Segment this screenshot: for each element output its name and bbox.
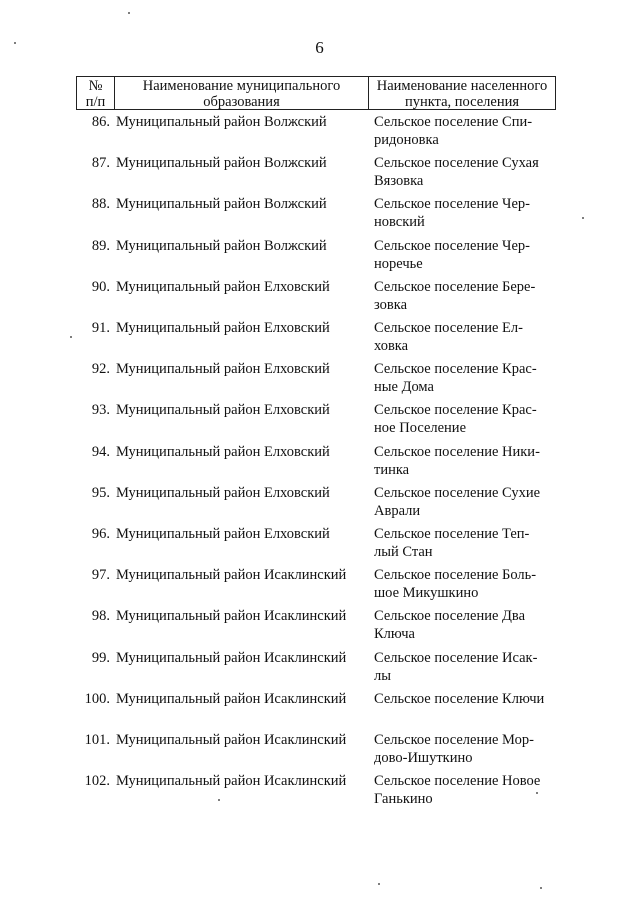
- table-header: [76, 76, 556, 110]
- row-settlement: [374, 525, 559, 561]
- header-municipality-line2: образования: [203, 94, 280, 110]
- row-settlement-line1: Сельское поселение Ел-: [374, 320, 523, 336]
- row-number: 95.: [91, 484, 110, 501]
- header-settlement-line1: Наименование населенного: [376, 78, 548, 94]
- row-settlement-line1: Сельское поселение Чер-: [374, 196, 530, 213]
- row-settlement-line1: Сельское поселение Сухие: [374, 484, 541, 501]
- row-settlement-line1: Сельское поселение Новое: [374, 773, 541, 790]
- header-settlement-column: [369, 77, 555, 109]
- row-settlement-line1: Сельское поселение Спи-: [374, 114, 533, 130]
- row-settlement-line2: зовка: [374, 296, 408, 313]
- row-settlement: [374, 195, 559, 231]
- row-settlement-line2: Ганькино: [374, 791, 433, 808]
- row-number: 97.: [91, 567, 110, 584]
- row-settlement-line2: Ключа: [374, 626, 415, 643]
- row-municipality: Муниципальный район Елховский: [116, 484, 330, 501]
- row-settlement-line2: ридоновка: [374, 132, 439, 148]
- row-settlement-line2: лы: [374, 667, 391, 684]
- row-number: 93.: [91, 402, 110, 419]
- header-municipality-line1: Наименование муниципального: [142, 78, 341, 94]
- row-settlement-line2: дово-Ишуткино: [374, 750, 473, 766]
- scan-speck: [540, 887, 542, 889]
- row-settlement: [374, 360, 559, 396]
- row-municipality: Муниципальный район Исаклинский: [116, 649, 347, 666]
- row-number: 102.: [84, 773, 110, 790]
- row-settlement-line1: Сельское поселение Крас-: [374, 361, 537, 378]
- row-settlement-line1: Сельское поселение Ключи: [374, 690, 545, 707]
- row-settlement: [374, 731, 559, 767]
- row-municipality: Муниципальный район Исаклинский: [116, 690, 347, 707]
- row-settlement-line1: Сельское поселение Бере-: [374, 278, 536, 295]
- row-number: 87.: [91, 155, 110, 172]
- row-settlement-line2: ное Поселение: [374, 420, 467, 437]
- row-settlement: [374, 154, 559, 190]
- row-settlement: [374, 113, 559, 149]
- row-number: 89.: [91, 237, 110, 254]
- row-settlement-line2: тинка: [374, 461, 410, 478]
- row-municipality: Муниципальный район Елховский: [116, 443, 330, 460]
- row-settlement: [374, 278, 559, 314]
- row-number: 100.: [84, 690, 110, 707]
- row-number: 90.: [91, 278, 110, 295]
- row-number: 99.: [91, 649, 110, 666]
- header-settlement-line2: пункта, поселения: [404, 94, 520, 110]
- row-settlement: [374, 484, 559, 520]
- row-settlement-line2: Аврали: [374, 502, 421, 519]
- row-settlement-line1: Сельское поселение Теп-: [374, 526, 530, 542]
- row-number: 101.: [84, 732, 110, 748]
- row-settlement-line1: Сельское поселение Боль-: [374, 567, 537, 584]
- row-municipality: Муниципальный район Волжский: [116, 114, 327, 130]
- row-settlement-line2: ховка: [374, 338, 409, 354]
- row-settlement: [374, 690, 559, 708]
- row-municipality: Муниципальный район Елховский: [116, 402, 330, 419]
- header-number-line2: п/п: [85, 94, 106, 110]
- row-number: 96.: [91, 526, 110, 542]
- row-settlement-line2: Вязовка: [374, 173, 424, 190]
- row-settlement: [374, 319, 559, 355]
- scan-speck: [14, 42, 16, 44]
- scan-speck: [70, 336, 72, 338]
- row-settlement-line2: ные Дома: [374, 379, 434, 396]
- row-municipality: Муниципальный район Исаклинский: [116, 732, 347, 748]
- row-settlement: [374, 649, 559, 685]
- row-settlement: [374, 772, 559, 808]
- page-number: 6: [315, 38, 324, 57]
- row-settlement-line1: Сельское поселение Ники-: [374, 443, 540, 460]
- row-municipality: Муниципальный район Елховский: [116, 278, 330, 295]
- row-settlement-line2: норечье: [374, 255, 423, 272]
- row-number: 92.: [91, 361, 110, 378]
- row-settlement-line2: лый Стан: [374, 544, 433, 560]
- row-settlement: [374, 401, 559, 437]
- scan-speck: [378, 883, 380, 885]
- row-settlement: [374, 443, 559, 479]
- row-municipality: Муниципальный район Исаклинский: [116, 608, 347, 625]
- row-municipality: Муниципальный район Елховский: [116, 320, 330, 336]
- row-settlement-line1: Сельское поселение Чер-: [374, 237, 530, 254]
- row-municipality: Муниципальный район Елховский: [116, 361, 330, 378]
- scan-speck: [536, 792, 538, 794]
- row-number: 86.: [91, 114, 110, 130]
- row-number: 88.: [91, 196, 110, 213]
- row-settlement-line1: Сельское поселение Два: [374, 608, 526, 625]
- row-municipality: Муниципальный район Исаклинский: [116, 773, 347, 790]
- row-settlement-line1: Сельское поселение Сухая: [374, 155, 539, 172]
- row-number: 94.: [91, 443, 110, 460]
- header-number-column: [77, 77, 115, 109]
- row-settlement: [374, 566, 559, 602]
- header-municipality-column: [115, 77, 369, 109]
- row-municipality: Муниципальный район Волжский: [116, 237, 327, 254]
- row-settlement-line2: новский: [374, 214, 425, 231]
- row-municipality: Муниципальный район Елховский: [116, 526, 330, 542]
- row-municipality: Муниципальный район Волжский: [116, 155, 327, 172]
- row-settlement: [374, 237, 559, 273]
- scan-speck: [128, 12, 130, 14]
- scan-speck: [218, 799, 220, 801]
- row-settlement-line2: шое Микушкино: [374, 585, 479, 602]
- row-number: 98.: [91, 608, 110, 625]
- row-settlement-line1: Сельское поселение Крас-: [374, 402, 537, 419]
- scan-speck: [582, 217, 584, 219]
- header-number-line1: №: [88, 78, 103, 94]
- row-settlement-line1: Сельское поселение Мор-: [374, 732, 534, 748]
- row-municipality: Муниципальный район Исаклинский: [116, 567, 347, 584]
- row-settlement-line1: Сельское поселение Исак-: [374, 649, 538, 666]
- row-municipality: Муниципальный район Волжский: [116, 196, 327, 213]
- row-settlement: [374, 607, 559, 643]
- row-number: 91.: [91, 320, 110, 336]
